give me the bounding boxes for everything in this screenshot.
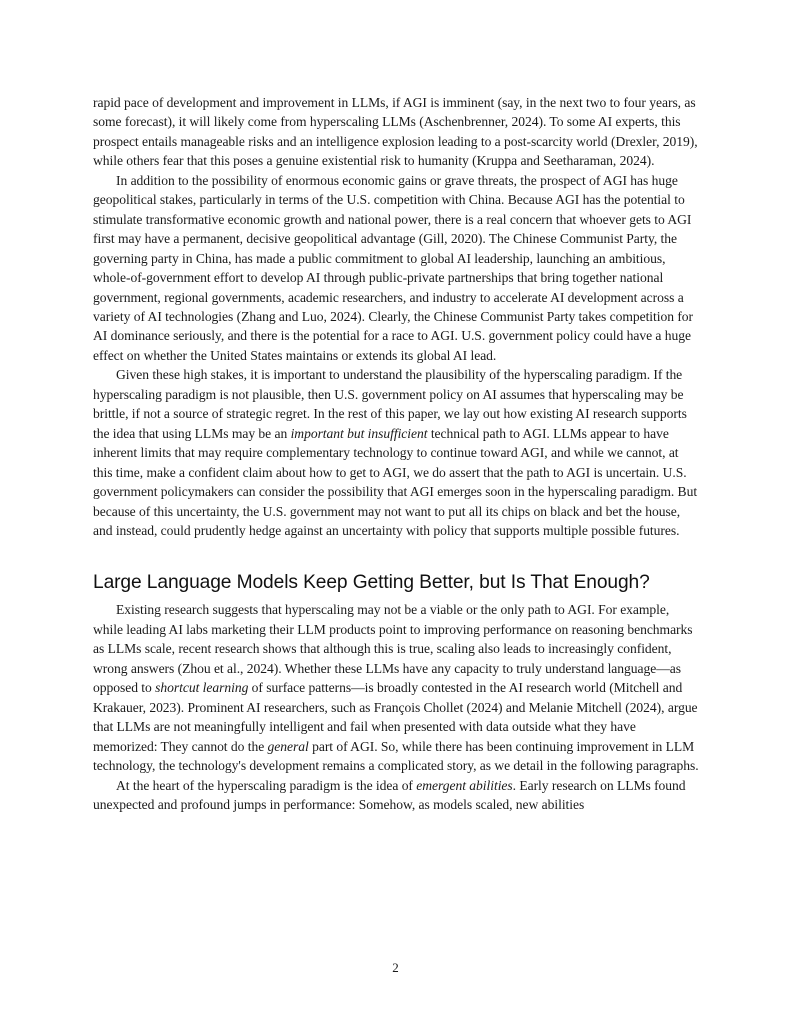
paragraph-4 bbox=[93, 600, 699, 775]
paragraph-3 bbox=[93, 365, 699, 540]
body-top bbox=[93, 93, 699, 540]
emphasized-text: general bbox=[267, 738, 309, 754]
text-run: technical path to AGI. LLMs appear to have inherent limits that may require complementary technology to continue toward AGI, and while we cannot, at this time, make a confident claim about how to get to AGI, we do assert that the path to AGI is uncertain. U.S. government policymakers can consider the possibility that AGI emerges soon in the hyperscaling paradigm. But because of this uncertainty, the U.S. government may not want to put all its chips on black and bet the house, and instead, could prudently hedge against an uncertainty with policy that supports multiple possible futures. bbox=[93, 425, 698, 538]
text-run: In addition to the possibility of enormous economic gains or grave threats, the prospect of AGI has huge geopolitical stakes, particularly in terms of the U.S. competition with China. Because AGI has the potential to stimulate transformative economic growth and national power, there is a real concern that whoever gets to AGI first may have a permanent, decisive geopolitical advantage (Gill, 2020). The Chinese Communist Party, the governing party in China, has made a public commitment to global AI leadership, launching an ambitious, whole-of-government effort to develop AI through public-private partnerships that bring together national government, regional governments, academic researchers, and industry to accelerate AI development across a variety of AI technologies (Zhang and Luo, 2024). Clearly, the Chinese Communist Party takes competition for AI dominance seriously, and there is the potential for a race to AGI. U.S. government policy could have a huge effect on whether the United States maintains or extends its global AI lead. bbox=[93, 172, 694, 363]
paragraph-1 bbox=[93, 93, 699, 171]
paragraph-2 bbox=[93, 171, 699, 366]
page-number: 2 bbox=[392, 960, 399, 975]
document-page bbox=[93, 93, 699, 814]
text-run: part of AGI. So, while there has been continuing improvement in LLM technology, the technology's development remains a complicated story, as we detail in the following paragraphs. bbox=[93, 738, 699, 774]
text-run: Existing research suggests that hyperscaling may not be a viable or the only path to AGI. For example, while leading AI labs marketing their LLM products point to improving performance on reasoning benchmarks as LLMs scale, recent research shows that although this is true, scaling also leads to increasingly confident, wrong answers (Zhou et al., 2024). Whether these LLMs have any capacity to truly understand language—as opposed to bbox=[93, 602, 693, 696]
text-run: rapid pace of development and improvement in LLMs, if AGI is imminent (say, in the next two to four years, as some forecast), it will likely come from hyperscaling LLMs (Aschenbrenner, 2024). To some AI experts, this prospect entails manageable risks and an intelligence explosion leading to a post-scarcity world (Drexler, 2019), while others fear that this poses a genuine existential risk to humanity (Kruppa and Seetharaman, 2024). bbox=[93, 95, 698, 169]
section-heading: Large Language Models Keep Getting Better, but Is That Enough? bbox=[93, 572, 650, 594]
text-run: Given these high stakes, it is important to understand the plausibility of the hyperscaling paradigm. If the hyperscaling paradigm is not plausible, then U.S. government policy on AI assumes that hyperscaling may be brittle, if not a source of strategic regret. In the rest of this paper, we lay out how existing AI research supports the idea that using LLMs may be an bbox=[93, 367, 687, 441]
emphasized-text: important but insufficient bbox=[290, 425, 428, 441]
text-run: of surface patterns—is broadly contested in the AI research world (Mitchell and Krakauer, 2023). Prominent AI researchers, such as François Chollet (2024) and Melanie Mitchell (2024), argue that LLMs are not meaningfully intelligent and fail when presented with data outside what they have memorized: They cannot do the bbox=[93, 680, 698, 754]
body-bottom bbox=[93, 600, 699, 814]
text-run: . Early research on LLMs found unexpected and profound jumps in performance: Somehow, as models scaled, new abilities bbox=[93, 777, 686, 812]
text-run: At the heart of the hyperscaling paradigm is the idea of bbox=[116, 777, 417, 793]
emphasized-text: shortcut learning bbox=[155, 680, 249, 696]
paragraph-5 bbox=[93, 776, 699, 815]
emphasized-text: emergent abilities bbox=[416, 777, 513, 793]
